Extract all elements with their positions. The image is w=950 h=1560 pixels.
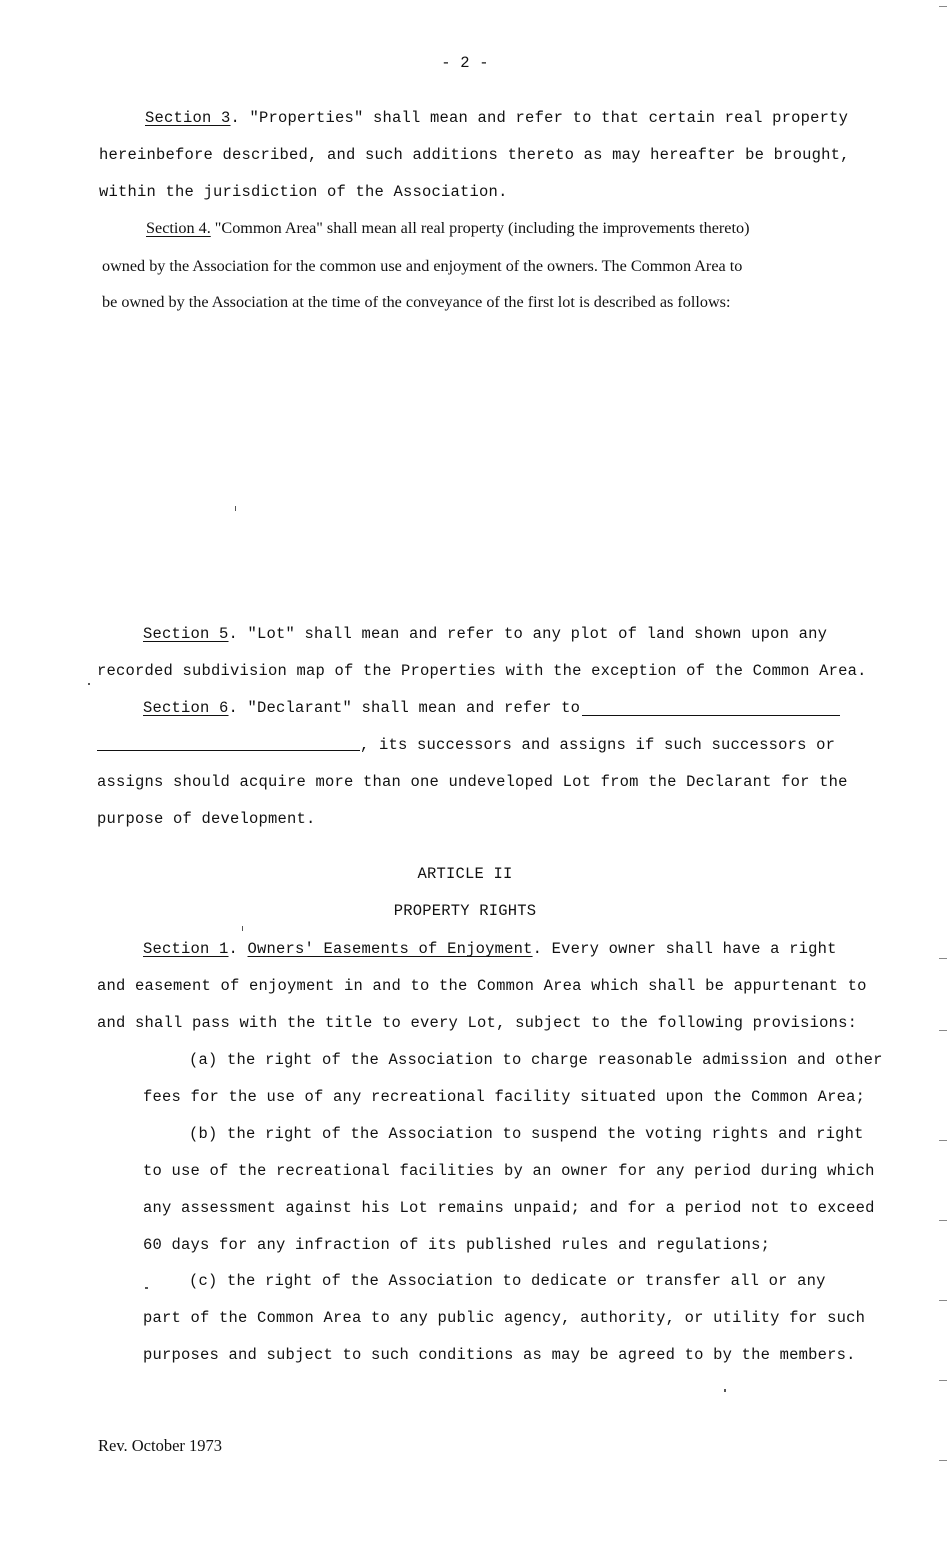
section-5-heading: Section 5	[143, 625, 229, 643]
article-2-section-1-heading: Section 1	[143, 940, 229, 958]
scan-speck	[242, 926, 243, 931]
section-3-line-2: hereinbefore described, and such additions thereto as may hereafter be brought,	[99, 146, 850, 164]
scan-edge-mark	[939, 958, 947, 959]
section-6-heading: Section 6	[143, 699, 229, 717]
article-subtitle: PROPERTY RIGHTS	[393, 902, 537, 920]
scan-speck	[235, 506, 236, 511]
scan-edge-mark	[939, 1030, 947, 1031]
scan-edge-mark	[939, 1380, 947, 1381]
declarant-blank-line-1	[582, 701, 840, 716]
provision-b-line-3: any assessment against his Lot remains unpaid; and for a period not to exceed	[143, 1199, 875, 1217]
provision-c-line-3: purposes and subject to such conditions as may be agreed to by the members.	[143, 1346, 856, 1364]
provision-b-line-1: (b) the right of the Association to suspend the voting rights and right	[189, 1125, 864, 1143]
section-5-line-2: recorded subdivision map of the Properties with the exception of the Common Area.	[97, 662, 867, 680]
section-5-line-1: Section 5. "Lot" shall mean and refer to any plot of land shown upon any	[143, 625, 828, 643]
section-6-line-1: Section 6. "Declarant" shall mean and refer to	[143, 699, 581, 717]
section-6-line-2: , its successors and assigns if such successors or	[360, 736, 836, 754]
provision-b-line-2: to use of the recreational facilities by an owner for any period during which	[143, 1162, 875, 1180]
scan-speck	[724, 1389, 726, 1392]
scan-edge-mark	[939, 1460, 947, 1461]
scan-speck	[88, 683, 90, 685]
scan-edge-mark	[939, 6, 947, 7]
article-2-section-1-line-2: and easement of enjoyment in and to the Common Area which shall be appurtenant to	[97, 977, 867, 995]
section-3-line-3: within the jurisdiction of the Association.	[99, 183, 508, 201]
section-3-line-1: Section 3. "Properties" shall mean and refer to that certain real property	[145, 109, 849, 127]
section-6-line-3: assigns should acquire more than one undeveloped Lot from the Declarant for the	[97, 773, 848, 791]
section-4-line-2: owned by the Association for the common use and enjoyment of the owners. The Common Area to	[102, 257, 743, 275]
easements-subheading: Owners' Easements of Enjoyment	[247, 940, 533, 958]
provision-c-line-1: (c) the right of the Association to dedicate or transfer all or any	[189, 1272, 826, 1290]
provision-c-line-2: part of the Common Area to any public agency, authority, or utility for such	[143, 1309, 866, 1327]
declarant-blank-line-2	[97, 736, 360, 751]
provision-a-line-1: (a) the right of the Association to charge reasonable admission and other	[189, 1051, 883, 1069]
article-2-section-1-line-3: and shall pass with the title to every Lot, subject to the following provisions:	[97, 1014, 858, 1032]
scan-speck	[145, 1287, 148, 1289]
provision-a-line-2: fees for the use of any recreational facility situated upon the Common Area;	[143, 1088, 866, 1106]
section-3-heading: Section 3	[145, 109, 231, 127]
article-2-section-1-line-1: Section 1. Owners' Easements of Enjoyment. Every owner shall have a right	[143, 940, 837, 958]
scan-edge-mark	[939, 1220, 947, 1221]
scan-edge-mark	[939, 1140, 947, 1141]
article-title: ARTICLE II	[417, 865, 513, 883]
page-number: - 2 -	[441, 54, 489, 72]
section-4-line-3: be owned by the Association at the time of the conveyance of the first lot is described as follows:	[102, 293, 731, 311]
scan-edge-mark	[939, 1300, 947, 1301]
provision-b-line-4: 60 days for any infraction of its published rules and regulations;	[143, 1236, 771, 1254]
revision-footer: Rev. October 1973	[98, 1436, 223, 1455]
section-4-line-1: Section 4. "Common Area" shall mean all real property (including the improvements thereto)	[146, 219, 750, 237]
section-4-heading: Section 4.	[146, 219, 211, 237]
section-6-line-4: purpose of development.	[97, 810, 316, 828]
